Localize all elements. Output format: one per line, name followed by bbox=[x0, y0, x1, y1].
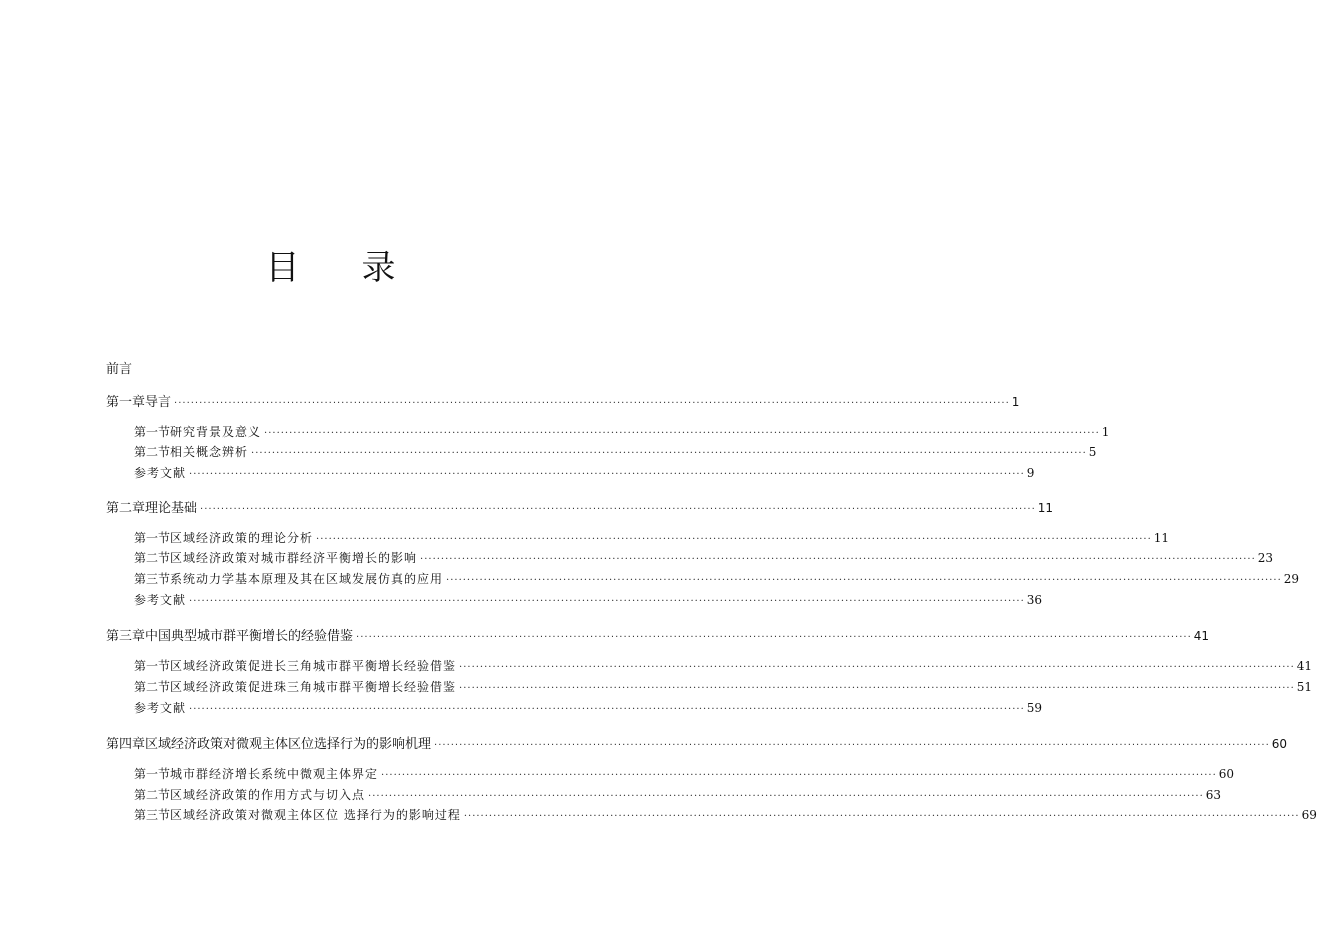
toc-entry-title: 研究背景及意义 bbox=[170, 425, 262, 439]
toc-entry-title: 区域经济政策促进珠三角城市群平衡增长经验借鉴 bbox=[170, 680, 457, 694]
toc-page-number: 63 bbox=[1205, 788, 1222, 802]
toc-page-number: 1 bbox=[1101, 425, 1110, 439]
toc-chapter-entry[interactable] bbox=[106, 735, 1288, 753]
toc-entry-number: 第四章 bbox=[106, 737, 146, 752]
toc-entry-title: 参考文献 bbox=[134, 701, 187, 715]
toc-page-number: 9 bbox=[1026, 466, 1035, 480]
toc-preface: 前言 bbox=[106, 362, 133, 377]
dot-leader: ········································································································································································································ bbox=[459, 683, 1295, 694]
toc-entry-title: 区域经济政策对城市群经济平衡增长的影响 bbox=[170, 551, 418, 565]
toc-page-number: 23 bbox=[1257, 551, 1274, 565]
toc-entry-title: 区域经济政策的理论分析 bbox=[170, 531, 314, 545]
toc-section-entry[interactable] bbox=[134, 591, 1043, 609]
toc-entry-title: 相关概念辨析 bbox=[170, 445, 249, 459]
toc-entry-number: 第二节 bbox=[134, 445, 171, 459]
toc-page-number: 60 bbox=[1271, 737, 1288, 751]
toc-entry-number: 第三章 bbox=[106, 629, 146, 644]
toc-chapter-entry[interactable] bbox=[106, 393, 1020, 411]
title-char-1: 目 bbox=[265, 248, 300, 288]
toc-page-number: 1 bbox=[1011, 395, 1020, 409]
toc-entry-number: 第三节 bbox=[134, 572, 171, 586]
toc-entry-number: 第一节 bbox=[134, 531, 171, 545]
toc-entry-number: 第二章 bbox=[106, 501, 146, 516]
dot-leader: ········································································································································································································ bbox=[356, 632, 1192, 643]
dot-leader: ········································································································································································································ bbox=[189, 596, 1025, 607]
dot-leader: ········································································································································································································ bbox=[316, 534, 1152, 545]
toc-entry-number: 第一节 bbox=[134, 767, 171, 781]
toc-section-entry[interactable] bbox=[134, 699, 1043, 717]
toc-section-entry[interactable] bbox=[134, 765, 1235, 783]
toc-entry-number: 第三节 bbox=[134, 808, 171, 822]
toc-page-number: 5 bbox=[1088, 445, 1097, 459]
toc-page-number: 36 bbox=[1026, 593, 1043, 607]
dot-leader: ········································································································································································································ bbox=[463, 811, 1300, 822]
dot-leader: ········································································································································································································ bbox=[174, 398, 1010, 409]
toc-entry-title: 区域经济政策对微观主体区位 选择行为的影响过程 bbox=[170, 808, 461, 822]
toc-entry-title: 区域经济政策促进长三角城市群平衡增长经验借鉴 bbox=[170, 659, 457, 673]
toc-page-number: 11 bbox=[1037, 501, 1054, 515]
toc-entry-number: 第二节 bbox=[134, 788, 171, 802]
toc-entry-number: 第一章 bbox=[106, 395, 146, 410]
dot-leader: ········································································································································································································ bbox=[189, 469, 1025, 480]
toc-section-entry[interactable] bbox=[134, 529, 1170, 547]
toc-entry-number: 第一节 bbox=[134, 659, 171, 673]
toc-section-entry[interactable] bbox=[134, 678, 1313, 696]
dot-leader: ········································································································································································································ bbox=[446, 575, 1282, 586]
dot-leader: ········································································································································································································ bbox=[251, 448, 1087, 459]
toc-entry-title: 中国典型城市群平衡增长的经验借鉴 bbox=[145, 629, 354, 644]
dot-leader: ········································································································································································································ bbox=[459, 662, 1295, 673]
dot-leader: ········································································································································································································ bbox=[189, 704, 1025, 715]
toc-entry-title: 参考文献 bbox=[134, 593, 187, 607]
toc-page-number: 41 bbox=[1296, 659, 1313, 673]
toc-page-number: 69 bbox=[1301, 808, 1317, 822]
title-char-2: 录 bbox=[361, 248, 396, 288]
toc-entry-number: 第二节 bbox=[134, 551, 171, 565]
toc-page-number: 29 bbox=[1283, 572, 1300, 586]
toc-entry-title: 区域经济政策对微观主体区位选择行为的影响机理 bbox=[145, 737, 432, 752]
toc-entry-number: 第二节 bbox=[134, 680, 171, 694]
toc-section-entry[interactable] bbox=[134, 423, 1110, 441]
toc-page-number: 59 bbox=[1026, 701, 1043, 715]
toc-chapter-entry[interactable] bbox=[106, 499, 1054, 517]
toc-section-entry[interactable] bbox=[134, 657, 1313, 675]
toc-section-entry[interactable] bbox=[134, 464, 1035, 482]
dot-leader: ········································································································································································································ bbox=[381, 770, 1217, 781]
dot-leader: ········································································································································································································ bbox=[368, 791, 1204, 802]
toc-entry-title: 系统动力学基本原理及其在区域发展仿真的应用 bbox=[170, 572, 444, 586]
toc-entry-title: 城市群经济增长系统中微观主体界定 bbox=[170, 767, 379, 781]
toc-entry-number: 第一节 bbox=[134, 425, 171, 439]
toc-section-entry[interactable] bbox=[134, 443, 1097, 461]
toc-page-number: 41 bbox=[1193, 629, 1210, 643]
toc-entry-title: 区域经济政策的作用方式与切入点 bbox=[170, 788, 366, 802]
toc-entry-title: 参考文献 bbox=[134, 466, 187, 480]
dot-leader: ········································································································································································································ bbox=[264, 428, 1100, 439]
dot-leader: ········································································································································································································ bbox=[200, 504, 1036, 515]
toc-page-number: 51 bbox=[1296, 680, 1313, 694]
toc-entry-title: 导言 bbox=[145, 395, 172, 410]
dot-leader: ········································································································································································································ bbox=[434, 740, 1270, 751]
toc-section-entry[interactable] bbox=[134, 806, 1317, 824]
dot-leader: ········································································································································································································ bbox=[420, 554, 1256, 565]
toc-entry-title: 理论基础 bbox=[145, 501, 198, 516]
toc-chapter-entry[interactable] bbox=[106, 627, 1210, 645]
toc-page-number: 60 bbox=[1218, 767, 1235, 781]
toc-section-entry[interactable] bbox=[134, 786, 1222, 804]
toc-section-entry[interactable] bbox=[134, 549, 1274, 567]
toc-section-entry[interactable] bbox=[134, 570, 1300, 588]
toc-page-number: 11 bbox=[1153, 531, 1170, 545]
